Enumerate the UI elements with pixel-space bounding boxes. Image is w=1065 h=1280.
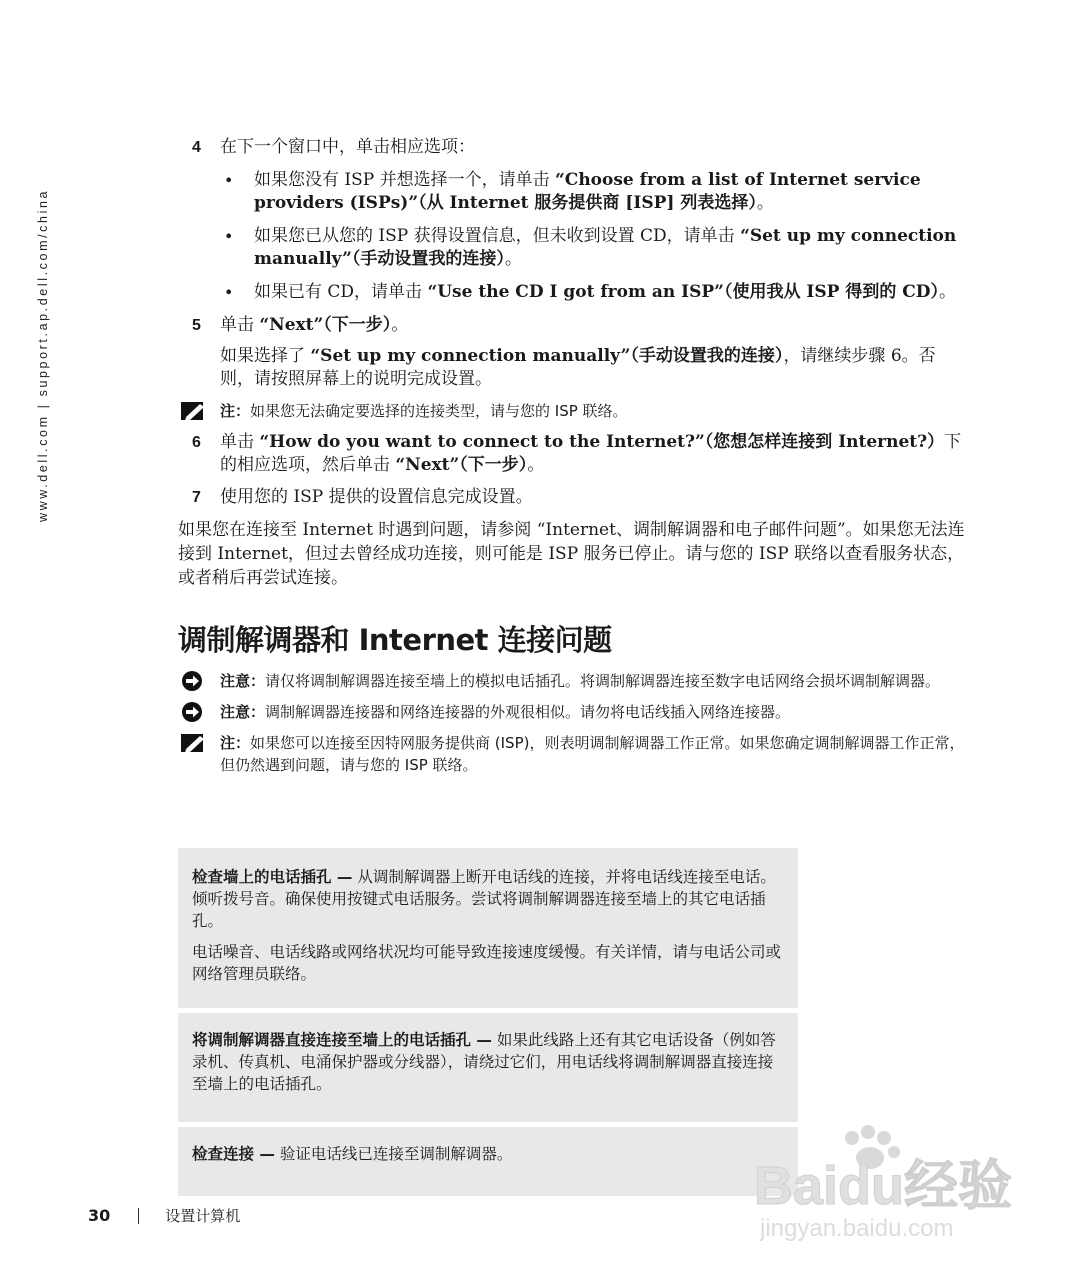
row-text: 从调制解调器上断开电话线的连接，并将电话线连接至电话。倾听拨号音。确保使用按键式电话服务。尝试将调制解调器连接至墙上的其它电话插孔。 [192,868,776,930]
page-footer [88,1205,240,1226]
row-text: 验证电话线已连接至调制解调器。 [274,1145,513,1163]
bullet-punct: 。 [504,249,522,269]
footer-separator [138,1208,139,1224]
table-row [178,1013,798,1127]
notice-icon [180,701,208,723]
step-punct: 。 [527,455,545,475]
sub-text-end: ，请继续步骤 6。否则，请按照屏幕上的说明完成设置。 [220,346,936,389]
sub-text: 如果选择了 [220,346,311,366]
option-list [220,169,968,304]
row-title: 检查墙上的电话插孔 — [192,868,353,886]
step-text-mid: 下的相应选项，然后单击 [220,432,962,475]
watermark-brand: Baidu经验 [754,1156,1012,1216]
note-label: 注： [220,402,251,420]
step-7 [178,486,968,509]
list-item [254,169,968,215]
step-punct: 。 [391,315,409,335]
note-text: 如果您无法确定要选择的连接类型，请与您的 ISP 联络。 [250,402,628,420]
baidu-watermark [752,1118,1012,1248]
step-text: 使用您的 ISP 提供的设置信息完成设置。 [220,487,533,507]
page-content [178,136,968,785]
step-number: 7 [192,489,201,506]
table-row [178,1127,798,1201]
body-paragraph: 如果您在连接至 Internet 时遇到问题，请参阅 “Internet、调制解调器和电子邮件问题”。如果您无法连接到 Internet，但过去曾经成功连接，则可能是 ISP 服务已停止。请与您的 ISP 联络以查看服务状态，或者稍后再尝试连接。 [178,520,965,588]
row-title: 检查连接 — [192,1145,275,1163]
step-text: 单击 [220,432,260,452]
bullet-option: “Set up my connection manually”（手动设置我的连接） [254,226,957,269]
notice-text: 调制解调器连接器和网络连接器的外观很相似。请勿将电话线插入网络连接器。 [265,703,791,721]
table-row [178,848,798,1013]
notice-text: 请仅将调制解调器连接至墙上的模拟电话插孔。将调制解调器连接至数字电话网络会损坏调制解调器。 [265,672,941,690]
row-body [192,1029,784,1095]
step-number: 5 [192,317,201,334]
notice-icon [180,670,208,692]
step-option-next: “Next”（下一步） [395,455,528,475]
bullet-option: “Choose from a list of Internet service providers (ISPs)”（从 Internet 服务提供商 [ISP] 列表选择） [254,170,921,213]
bullet-text: 如果已有 CD，请单击 [254,282,428,302]
section-heading: 调制解调器和 Internet 连接问题 [178,623,612,657]
sub-option: “Set up my connection manually”（手动设置我的连接） [310,346,784,366]
side-url-text: www.dell.com | support.ap.dell.com/china [36,188,50,522]
step-option: “How do you want to connect to the Internet?”（您想怎样连接到 Internet?） [259,432,945,452]
bullet-punct: 。 [756,193,774,213]
notice-label: 注意： [220,672,266,690]
step-5 [178,314,968,391]
row-title: 将调制解调器直接连接至墙上的电话插孔 — [192,1031,492,1049]
notice-label: 注意： [220,703,266,721]
step-text: 在下一个窗口中，单击相应选项： [220,137,475,157]
note-label: 注： [220,734,251,752]
notice-1 [178,670,968,692]
step-number: 4 [192,139,201,156]
bullet-option: “Use the CD I got from an ISP”（使用我从 ISP 得到的 CD） [427,282,940,302]
list-item [254,281,968,304]
row-extra: 电话噪音、电话线路或网络状况均可能导致连接速度缓慢。有关详情，请与电话公司或网络管理员联络。 [192,943,782,983]
row-text: 如果此线路上还有其它电话设备（例如答录机、传真机、电涌保护器或分线器），请绕过它们，用电话线将调制解调器直接连接至墙上的电话插孔。 [192,1031,776,1093]
step-text: 单击 [220,315,260,335]
watermark-url: jingyan.baidu.com [760,1215,954,1242]
note-2 [178,732,968,776]
row-body [192,866,784,932]
section-name: 设置计算机 [165,1207,241,1225]
notice-2 [178,701,968,723]
list-item [254,225,968,271]
step-4 [178,136,968,304]
step-subtext [220,345,968,391]
troubleshooting-table [178,848,798,1201]
bullet-text: 如果您没有 ISP 并想选择一个，请单击 [254,170,556,190]
step-option: “Next”（下一步） [259,315,392,335]
note-1 [178,400,968,422]
note-text: 如果您可以连接至因特网服务提供商 (ISP)，则表明调制解调器工作正常。如果您确定调制解调器工作正常，但仍然遇到问题，请与您的 ISP 联络。 [220,734,965,774]
step-number: 6 [192,434,201,451]
bullet-punct: 。 [939,282,957,302]
bullet-text: 如果您已从您的 ISP 获得设置信息，但未收到设置 CD，请单击 [254,226,741,246]
step-6 [178,431,968,477]
page-number: 30 [88,1206,111,1225]
pencil-note-icon [180,732,208,754]
row-body [192,1143,784,1165]
pencil-note-icon [180,400,208,422]
